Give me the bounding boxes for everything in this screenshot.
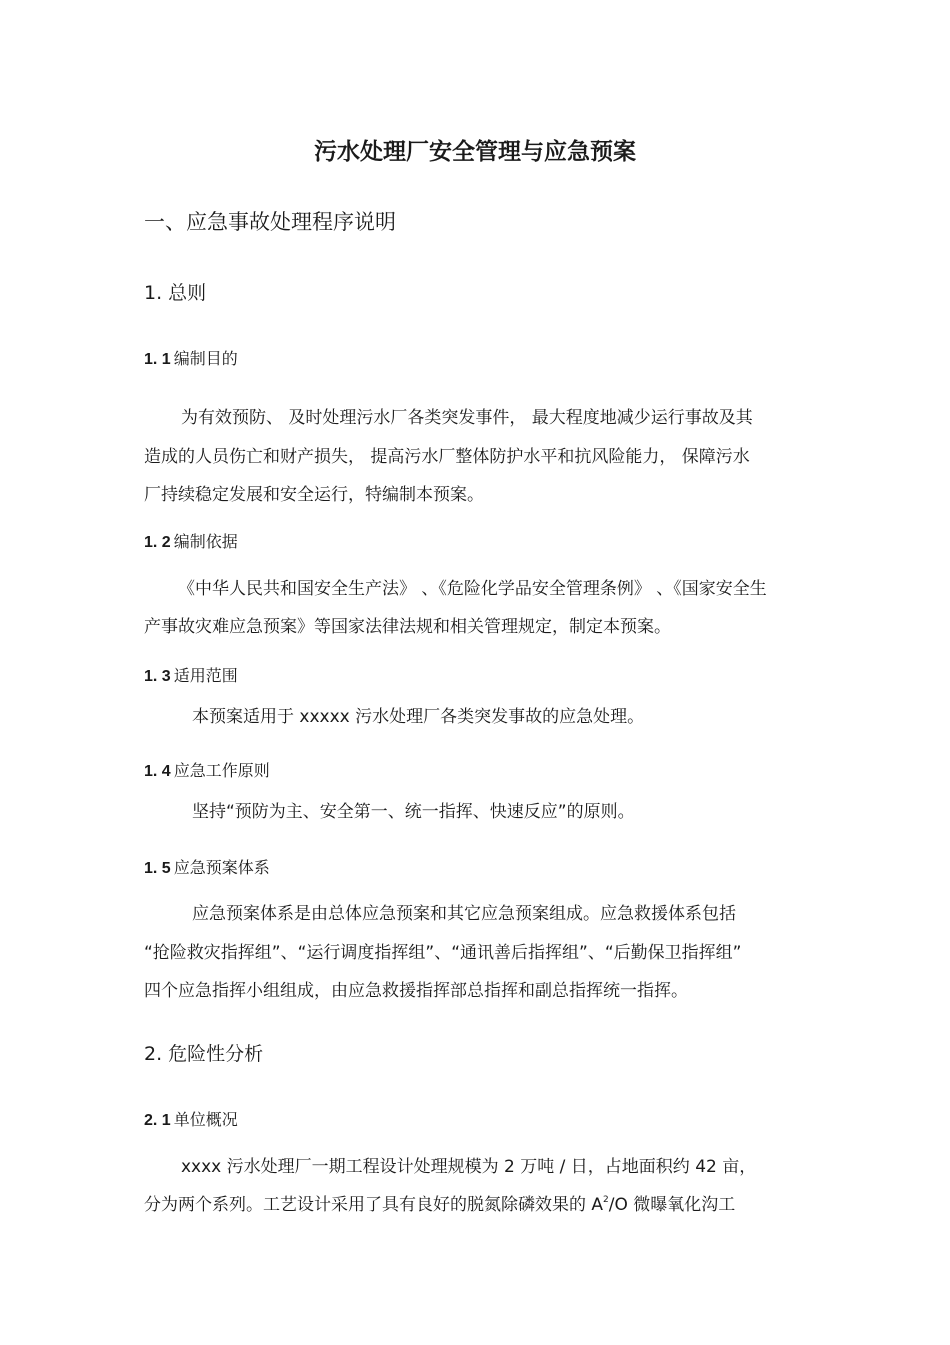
clause-number: 1. 4 — [144, 763, 171, 780]
clause-label: 应急预案体系 — [173, 858, 270, 877]
paragraph-line: 四个应急指挥小组组成，由应急救援指挥部总指挥和副总指挥统一指挥。 — [144, 981, 688, 1001]
section-heading-1: 一、应急事故处理程序说明 — [144, 210, 396, 234]
clause-number: 1. 2 — [144, 534, 171, 551]
paragraph-line: 应急预案体系是由总体应急预案和其它应急预案组成。应急救援体系包括 — [192, 904, 736, 924]
paragraph-line: xxxx 污水处理厂一期工程设计处理规模为 2 万吨 / 日，占地面积约 42 亩， — [181, 1157, 757, 1177]
document-title: 污水处理厂安全管理与应急预案 — [314, 139, 636, 165]
clause-heading-1-4 — [144, 759, 270, 784]
clause-number: 1. 1 — [144, 351, 171, 368]
clause-heading-1-3 — [144, 664, 238, 689]
clause-heading-1-2 — [144, 530, 238, 555]
paragraph-line: 产事故灾难应急预案》等国家法律法规和相关管理规定，制定本预案。 — [144, 617, 671, 637]
paragraph-line: 《中华人民共和国安全生产法》 、《危险化学品安全管理条例》 、《国家安全生 — [178, 579, 767, 599]
paragraph-line: “抢险救灾指挥组”、“运行调度指挥组”、“通讯善后指挥组”、“后勤保卫指挥组” — [144, 943, 742, 963]
clause-label: 应急工作原则 — [173, 761, 270, 780]
line-text: 分为两个系列。工艺设计采用了具有良好的脱氮除磷效果的 A — [144, 1195, 604, 1215]
line-text: /O 微曝氧化沟工 — [608, 1195, 736, 1215]
clause-label: 单位概况 — [173, 1110, 238, 1129]
superscript: 2 — [603, 1195, 609, 1205]
clause-label: 编制依据 — [173, 532, 238, 551]
clause-number: 1. 5 — [144, 860, 171, 877]
clause-label: 编制目的 — [173, 349, 238, 368]
paragraph-line: 本预案适用于 xxxxx 污水处理厂各类突发事故的应急处理。 — [192, 707, 645, 727]
paragraph-line: 造成的人员伤亡和财产损失， 提高污水厂整体防护水平和抗风险能力， 保障污水 — [144, 447, 750, 467]
clause-heading-2-1 — [144, 1108, 238, 1133]
clause-number: 1. 3 — [144, 668, 171, 685]
paragraph-line: 为有效预防、 及时处理污水厂各类突发事件， 最大程度地减少运行事故及其 — [181, 408, 753, 428]
clause-heading-1-5 — [144, 856, 270, 881]
subsection-heading-hazard: 2. 危险性分析 — [144, 1043, 264, 1065]
clause-number: 2. 1 — [144, 1112, 171, 1129]
paragraph-line — [144, 1191, 735, 1219]
subsection-heading-general: 1. 总则 — [144, 282, 207, 304]
paragraph-line: 坚持“预防为主、安全第一、统一指挥、快速反应”的原则。 — [192, 802, 635, 822]
paragraph-line: 厂持续稳定发展和安全运行，特编制本预案。 — [144, 485, 484, 505]
clause-label: 适用范围 — [173, 666, 238, 685]
clause-heading-1-1 — [144, 347, 238, 372]
